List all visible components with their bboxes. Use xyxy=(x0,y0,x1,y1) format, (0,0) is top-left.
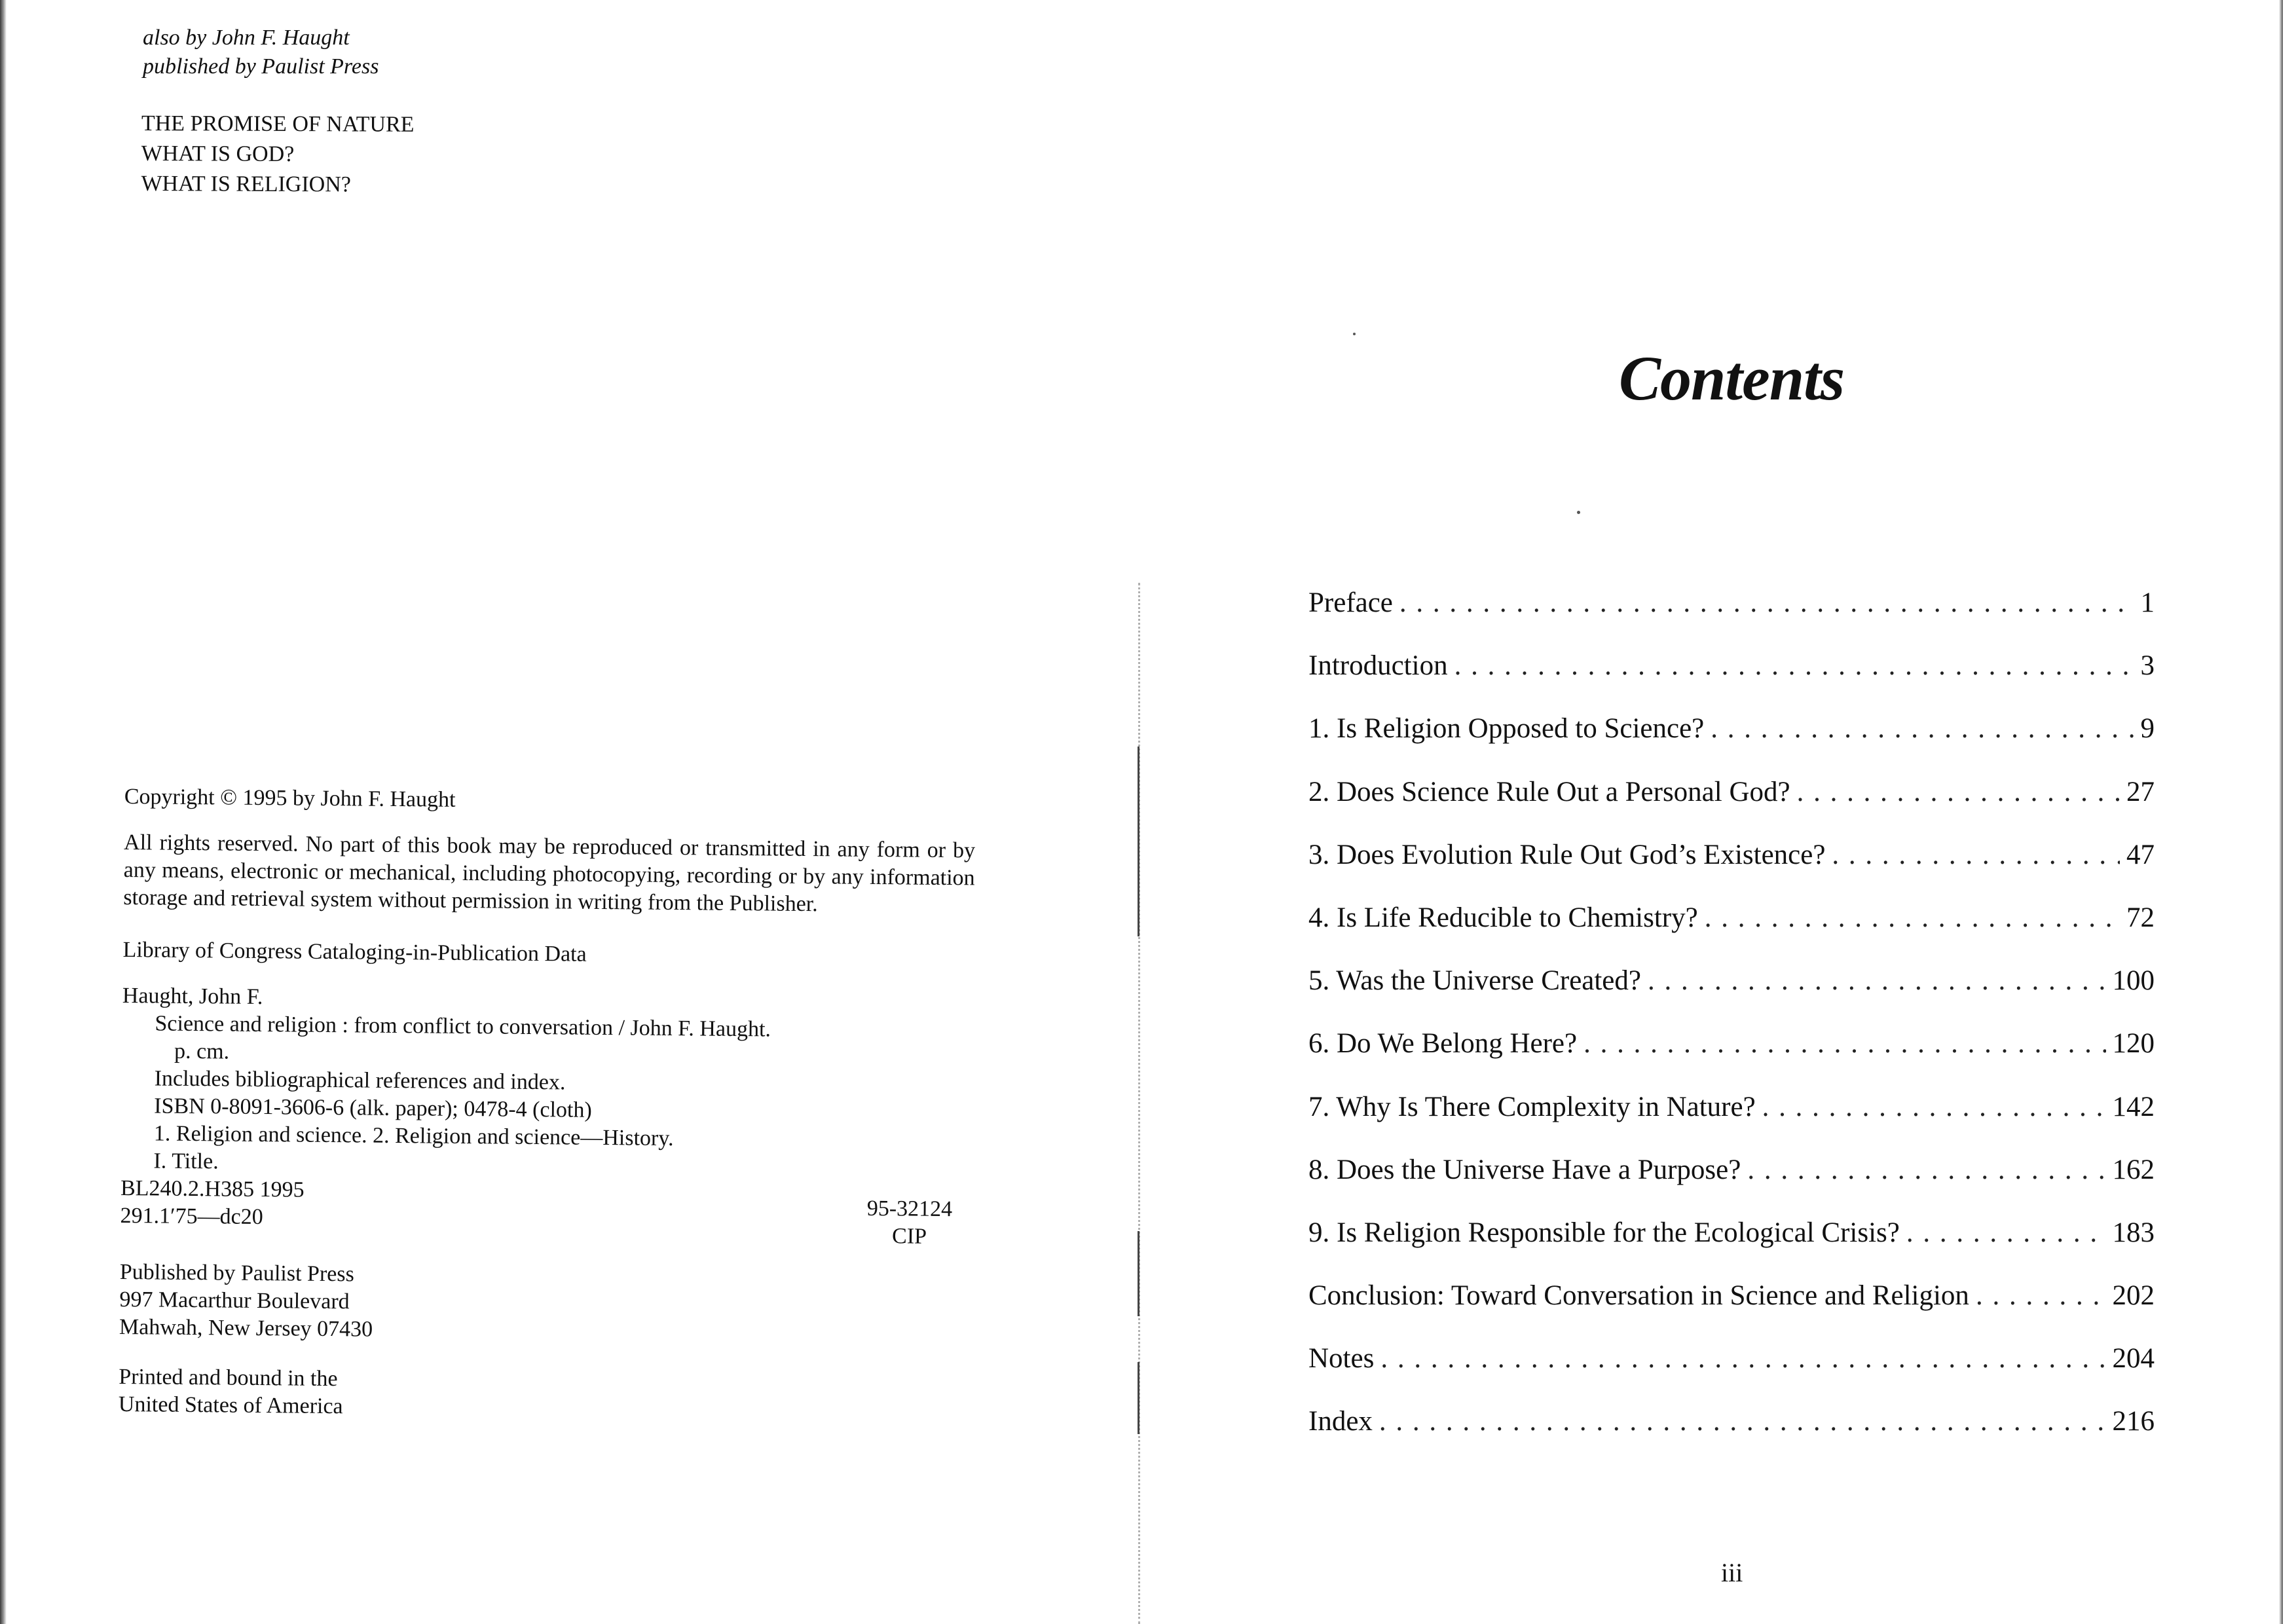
also-by-line: also by John F. Haught xyxy=(143,26,350,50)
scan-edge-right xyxy=(2279,0,2283,1624)
toc-entry-page: 72 xyxy=(2126,902,2155,933)
book-title: WHAT IS RELIGION? xyxy=(141,171,352,197)
cip-isbn: ISBN 0-8091-3606-6 (alk. paper); 0478-4 (cloth) xyxy=(154,1094,592,1122)
table-of-contents xyxy=(1308,587,2155,1469)
toc-dot-leader xyxy=(1711,712,2134,745)
toc-entry-title: 1. Is Religion Opposed to Science? xyxy=(1308,713,1705,745)
toc-entry-title: 4. Is Life Reducible to Chemistry? xyxy=(1308,902,1698,933)
toc-entry-page: 3 xyxy=(2140,650,2155,682)
toc-entry-page: 120 xyxy=(2112,1028,2155,1060)
book-title: WHAT IS GOD? xyxy=(141,141,295,167)
toc-entry xyxy=(1308,587,2155,650)
toc-entry-page: 183 xyxy=(2112,1217,2155,1248)
toc-entry-title: 5. Was the Universe Created? xyxy=(1308,965,1641,997)
copyright-page xyxy=(0,0,1138,1624)
toc-dot-leader xyxy=(1906,1217,2106,1249)
publisher-address xyxy=(119,1259,971,1349)
toc-entry-title: Preface xyxy=(1308,587,1393,618)
toc-entry xyxy=(1308,965,2155,1027)
lccn-number: 95-32124 xyxy=(866,1196,953,1222)
publisher-line: Published by Paulist Press xyxy=(119,1259,354,1287)
toc-entry-page: 162 xyxy=(2112,1154,2155,1185)
scan-speck xyxy=(1353,333,1356,335)
toc-entry xyxy=(1308,1154,2155,1217)
toc-entry-title: 8. Does the Universe Have a Purpose? xyxy=(1308,1154,1741,1185)
contents-heading: Contents xyxy=(1619,343,1845,413)
toc-entry-title: Conclusion: Toward Conversation in Science and Religion xyxy=(1308,1280,1969,1312)
toc-entry-page: 1 xyxy=(2140,587,2155,618)
toc-entry xyxy=(1308,902,2155,965)
cip-title: Science and religion : from conflict to conversation / John F. Haught. xyxy=(155,1011,771,1042)
toc-entry-title: 9. Is Religion Responsible for the Ecological Crisis? xyxy=(1308,1217,1900,1248)
book-title: THE PROMISE OF NATURE xyxy=(141,111,415,137)
cip-label: CIP xyxy=(891,1224,927,1249)
toc-entry-title: Notes xyxy=(1308,1343,1375,1375)
printed-in-note xyxy=(119,1363,971,1426)
toc-entry xyxy=(1308,712,2155,775)
toc-entry xyxy=(1308,650,2155,712)
copyright-block xyxy=(119,783,976,1426)
toc-entry-page: 142 xyxy=(2112,1091,2155,1122)
toc-entry-page: 47 xyxy=(2126,839,2155,870)
toc-entry-page: 100 xyxy=(2112,965,2155,997)
toc-dot-leader xyxy=(1379,1405,2106,1437)
scan-speck xyxy=(1577,511,1580,514)
toc-dot-leader xyxy=(1454,650,2134,682)
toc-entry-title: 2. Does Science Rule Out a Personal God? xyxy=(1308,776,1790,807)
other-books-list xyxy=(141,109,414,200)
cip-lccn xyxy=(866,1195,952,1251)
toc-entry-title: 3. Does Evolution Rule Out God’s Existence? xyxy=(1308,839,1826,870)
toc-entry xyxy=(1308,1217,2155,1280)
toc-entry-title: 7. Why Is There Complexity in Nature? xyxy=(1308,1091,1756,1122)
copyright-notice: Copyright © 1995 by John F. Haught xyxy=(124,784,456,812)
toc-dot-leader xyxy=(1380,1342,2105,1375)
toc-entry xyxy=(1308,839,2155,902)
toc-entry xyxy=(1308,1091,2155,1154)
toc-entry xyxy=(1308,1027,2155,1090)
toc-dot-leader xyxy=(1583,1027,2105,1060)
rights-statement: All rights reserved. No part of this book may be reproduced or transmitted in any form or by any means, electronic or mechanical, including photocopying, recording or by any information storage and retrieval system without permission in writing from the Publisher. xyxy=(123,830,976,917)
toc-dot-leader xyxy=(1705,902,2120,934)
toc-entry xyxy=(1308,776,2155,839)
page-gutter xyxy=(1138,583,1140,1624)
printed-line: Printed and bound in the xyxy=(119,1364,338,1392)
also-by-note xyxy=(143,24,379,81)
toc-dot-leader xyxy=(1976,1280,2106,1312)
toc-dot-leader xyxy=(1832,839,2120,871)
cip-lc-call-number: BL240.2.H385 1995 xyxy=(120,1175,305,1202)
toc-dot-leader xyxy=(1747,1154,2105,1186)
cip-data xyxy=(120,982,974,1249)
printed-line: United States of America xyxy=(118,1392,343,1419)
cip-bibliography: Includes bibliographical references and index. xyxy=(154,1066,566,1095)
toc-entry xyxy=(1308,1405,2155,1468)
toc-entry-title: Index xyxy=(1308,1406,1373,1437)
cip-dewey-number: 291.1′75—dc20 xyxy=(120,1203,263,1230)
toc-entry-page: 204 xyxy=(2112,1343,2155,1375)
toc-entry-title: 6. Do We Belong Here? xyxy=(1308,1028,1578,1060)
toc-entry-title: Introduction xyxy=(1308,650,1448,682)
cip-physical: p. cm. xyxy=(174,1039,230,1064)
toc-dot-leader xyxy=(1648,965,2106,997)
publisher-line: Mahwah, New Jersey 07430 xyxy=(119,1314,373,1342)
also-by-line: published by Paulist Press xyxy=(143,54,379,79)
toc-entry xyxy=(1308,1342,2155,1405)
toc-entry-page: 216 xyxy=(2112,1406,2155,1437)
cip-subjects: 1. Religion and science. 2. Religion and science—History. xyxy=(153,1121,674,1151)
toc-dot-leader xyxy=(1797,776,2120,808)
cip-title-entry: I. Title. xyxy=(153,1149,219,1174)
toc-dot-leader xyxy=(1399,587,2134,619)
toc-entry-page: 27 xyxy=(2126,776,2155,807)
cip-header: Library of Congress Cataloging-in-Publication Data xyxy=(122,937,587,967)
cip-author: Haught, John F. xyxy=(122,983,263,1010)
toc-dot-leader xyxy=(1762,1091,2106,1123)
publisher-line: 997 Macarthur Boulevard xyxy=(119,1287,350,1314)
toc-entry-page: 202 xyxy=(2112,1280,2155,1312)
page-number: iii xyxy=(1721,1558,1743,1587)
toc-entry-page: 9 xyxy=(2140,713,2155,745)
toc-entry xyxy=(1308,1280,2155,1342)
